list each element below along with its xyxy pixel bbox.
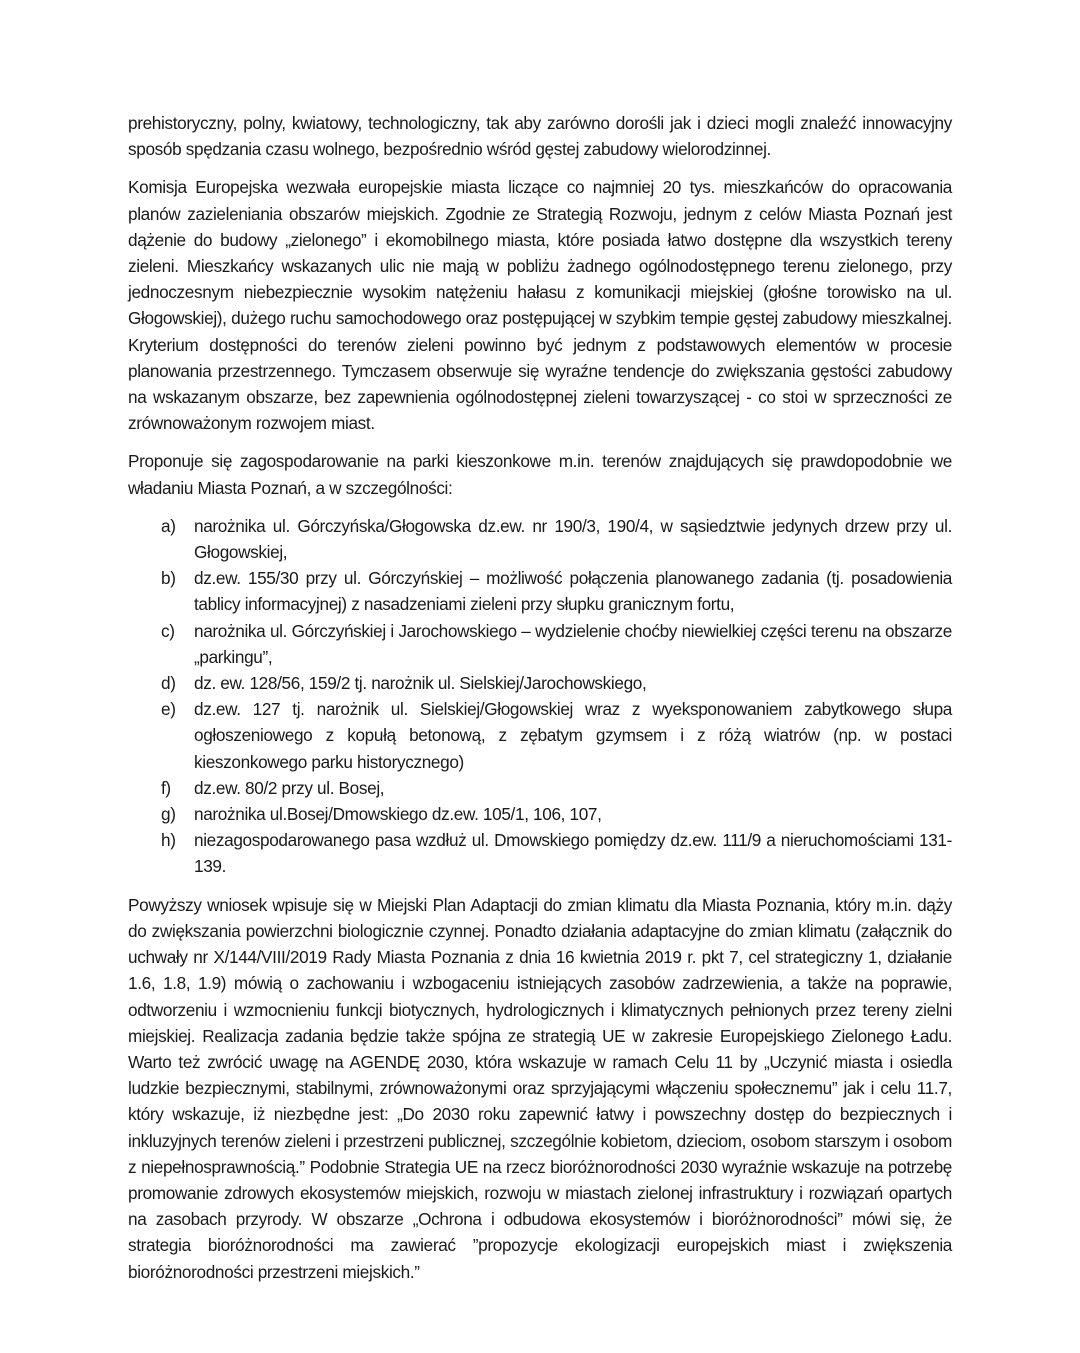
list-item-text: narożnika ul. Górczyńska/Głogowska dz.ew. nr 190/3, 190/4, w sąsiedztwie jedynych drzew przy ul. Głogowskiej, <box>194 515 952 563</box>
list-item-text: dz.ew. 80/2 przy ul. Bosej, <box>194 777 385 798</box>
list-item <box>128 827 952 879</box>
list-item-text: narożnika ul.Bosej/Dmowskiego dz.ew. 105/1, 106, 107, <box>194 804 602 825</box>
document-page <box>128 110 952 1297</box>
list-item <box>128 670 952 696</box>
list-item <box>128 801 952 827</box>
list-item-text: dz.ew. 127 tj. narożnik ul. Sielskiej/Głogowskiej wraz z wyeksponowaniem zabytkowego słupa ogłoszeniowego z kopułą betonową, z zębatym gzymsem i z różą wiatrów (np. w postaci kieszonkowego parku historycznego) <box>194 699 952 772</box>
list-item <box>128 565 952 617</box>
list-marker: d) <box>161 673 176 694</box>
list-item-text: niezagospodarowanego pasa wzdłuż ul. Dmowskiego pomiędzy dz.ew. 111/9 a nieruchomościami 131-139. <box>194 830 952 877</box>
list-marker: a) <box>161 515 176 536</box>
list-item <box>128 618 952 670</box>
paragraph-european-commission: Komisja Europejska wezwała europejskie miasta liczące co najmniej 20 tys. mieszkańców do opracowania planów zazieleniania obszarów miejskich. Zgodnie ze Strategią Rozwoju, jednym z celów Miasta Poznań jest dążenie do budowy „zielonego” i ekomobilnego miasta, które posiada łatwo dostępne dla wszystkich tereny zieleni. Mieszkańcy wskazanych ulic nie mają w pobliżu żadnego ogólnodostępnego terenu zielonego, przy jednoczesnym niebezpiecznie wysokim natężeniu hałasu z komunikacji miejskiej (głośne torowisko na ul. Głogowskiej), dużego ruchu samochodowego oraz postępującej w szybkim tempie gęstej zabudowy mieszkalnej. Kryterium dostępności do terenów zieleni powinno być jednym z podstawowych elementów w procesie planowania przestrzennego. Tymczasem obserwuje się wyraźne tendencje do zwiększania gęstości zabudowy na wskazanym obszarze, bez zapewnienia ogólnodostępnej zieleni towarzyszącej - co stoi w sprzeczności ze zrównoważonym rozwojem miast. <box>128 177 952 434</box>
list-item <box>128 513 952 565</box>
list-item-text: dz.ew. 155/30 przy ul. Górczyńskiej – możliwość połączenia planowanego zadania (tj. posadowienia tablicy informacyjnej) z nasadzeniami zieleni przy słupku granicznym fortu, <box>194 568 952 615</box>
list-marker: f) <box>161 777 171 798</box>
list-item <box>128 696 952 775</box>
list-marker: c) <box>161 620 175 641</box>
paragraph-proposal: Proponuje się zagospodarowanie na parki kieszonkowe m.in. terenów znajdujących się prawdopodobnie we władaniu Miasta Poznań, a w szczególności: <box>128 451 952 498</box>
list-item <box>128 775 952 801</box>
proposed-locations-list <box>128 513 952 880</box>
list-item-text: narożnika ul. Górczyńskiej i Jarochowskiego – wydzielenie choćby niewielkiej części terenu na obszarze „parkingu”, <box>194 620 952 667</box>
list-marker: b) <box>161 568 176 589</box>
list-item-text: dz. ew. 128/56, 159/2 tj. narożnik ul. Sielskiej/Jarochowskiego, <box>194 673 647 694</box>
paragraph-climate-adaptation: Powyższy wniosek wpisuje się w Miejski Plan Adaptacji do zmian klimatu dla Miasta Poznania, który m.in. dąży do zwiększania powierzchni biologicznie czynnej. Ponadto działania adaptacyjne do zmian klimatu (załącznik do uchwały nr X/144/VIII/2019 Rady Miasta Poznania z dnia 16 kwietnia 2019 r. pkt 7, cel strategiczny 1, działanie 1.6, 1.8, 1.9) mówią o zachowaniu i wzbogaceniu istniejących zasobów zadrzewienia, a także na poprawie, odtworzeniu i wzmocnieniu funkcji biotycznych, hydrologicznych i klimatycznych pełnionych przez tereny zielni miejskiej. Realizacja zadania będzie także spójna ze strategią UE w zakresie Europejskiego Zielonego Ładu. Warto też zwrócić uwagę na AGENDĘ 2030, która wskazuje w ramach Celu 11 by „Uczynić miasta i osiedla ludzkie bezpiecznymi, stabilnymi, zrównoważonymi oraz sprzyjającymi włączeniu społecznemu” jak i celu 11.7, który wskazuje, iż niezbędne jest: „Do 2030 roku zapewnić łatwy i powszechny dostęp do bezpiecznych i inkluzyjnych terenów zieleni i przestrzeni publicznej, szczególnie kobietom, dzieciom, osobom starszym i osobom z niepełnosprawnością.” Podobnie Strategia UE na rzecz bioróżnorodności 2030 wyraźnie wskazuje na potrzebę promowanie zdrowych ekosystemów miejskich, rozwoju w miastach zielonej infrastruktury i rozwiązań opartych na zasobach przyrody. W obszarze „Ochrona i odbudowa ekosystemów i bioróżnorodności” mówi się, że strategia bioróżnorodności ma zawierać ”propozycje ekologizacji europejskich miast i zwiększenia bioróżnorodności przestrzeni miejskich.” <box>128 894 952 1282</box>
list-marker: e) <box>161 699 176 720</box>
list-marker: g) <box>161 804 176 825</box>
paragraph-intro-continuation: prehistoryczny, polny, kwiatowy, technologiczny, tak aby zarówno dorośli jak i dzieci mogli znaleźć innowacyjny sposób spędzania czasu wolnego, bezpośrednio wśród gęstej zabudowy wielorodzinnej. <box>128 113 952 160</box>
list-marker: h) <box>161 830 176 851</box>
